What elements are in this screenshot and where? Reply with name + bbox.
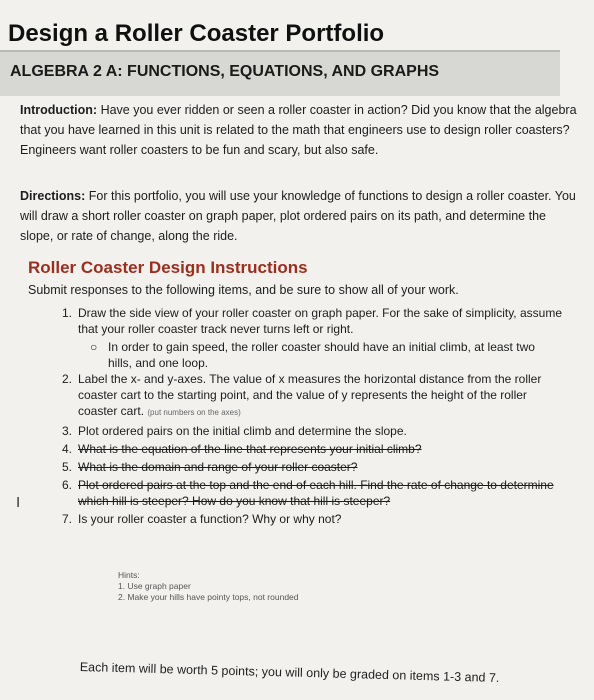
grading-note: Each item will be worth 5 points; you will only be graded on items 1-3 and 7.	[79, 660, 500, 685]
bullet-icon: ○	[90, 340, 98, 354]
item-number: 5.	[62, 460, 73, 474]
subtitle-band	[0, 50, 560, 96]
item-text: Is your roller coaster a function? Why or why not?	[78, 512, 342, 526]
hints-title: Hints:	[118, 570, 140, 580]
list-item-struck	[62, 477, 562, 509]
instructions-heading: Roller Coaster Design Instructions	[28, 258, 308, 277]
item-text: Label the x- and y-axes. The value of x measures the horizontal distance from the roller coaster cart to the starting point, and the value of y represents the height of the roller coaster cart.	[78, 372, 542, 418]
hint-line: 2. Make your hills have pointy tops, not rounded	[118, 592, 299, 602]
item-text: Plot ordered pairs on the initial climb and determine the slope.	[78, 424, 407, 438]
item-number: 7.	[62, 512, 73, 526]
directions-text: For this portfolio, you will use your knowledge of functions to design a roller coaster. You will draw a short roller coaster on graph paper, plot ordered pairs on its path, and determine the slope, or rate of change, along the ride.	[20, 189, 576, 243]
item-number: 4.	[62, 442, 73, 456]
item-text: What is the equation of the line that represents your initial climb?	[78, 442, 422, 456]
item-text: Plot ordered pairs at the top and the end of each hill. Find the rate of change to determine which hill is steeper? How do you know that hill is steeper?	[78, 478, 554, 508]
introduction-label: Introduction:	[20, 103, 98, 117]
list-subitem	[62, 339, 562, 371]
item-text: Draw the side view of your roller coaster on graph paper. For the sake of simplicity, assume that your roller coaster track never turns left or right.	[78, 306, 562, 336]
directions-paragraph	[20, 186, 580, 246]
submit-text: Submit responses to the following items, and be sure to show all of your work.	[28, 283, 459, 297]
list-item	[62, 371, 562, 421]
instruction-list	[62, 305, 562, 529]
page-title: Design a Roller Coaster Portfolio	[8, 20, 385, 47]
item-number: 6.	[62, 478, 73, 492]
introduction-text: Have you ever ridden or seen a roller coaster in action? Did you know that the algebra that you have learned in this unit is related to the math that engineers use to design roller coasters? Engineers want roller coasters to be fun and scary, but also safe.	[20, 103, 577, 157]
list-item	[62, 305, 562, 337]
list-item-struck	[62, 441, 562, 457]
directions-label: Directions:	[20, 189, 86, 203]
item-number: 2.	[62, 372, 73, 386]
hint-line: 1. Use graph paper	[118, 581, 191, 591]
text-cursor-icon: I	[16, 494, 21, 511]
introduction-paragraph	[20, 100, 580, 160]
item-number: 1.	[62, 306, 73, 320]
list-item	[62, 423, 562, 439]
subitem-text: In order to gain speed, the roller coaster should have an initial climb, at least two hills, and one loop.	[108, 340, 535, 370]
list-item-struck	[62, 459, 562, 475]
item-number: 3.	[62, 424, 73, 438]
item-text: What is the domain and range of your roller coaster?	[78, 460, 358, 474]
hints-box	[118, 570, 299, 603]
list-item	[62, 511, 562, 527]
handwritten-note: (put numbers on the axes)	[147, 408, 241, 417]
page-subtitle: ALGEBRA 2 A: FUNCTIONS, EQUATIONS, AND GRAPHS	[10, 63, 440, 80]
